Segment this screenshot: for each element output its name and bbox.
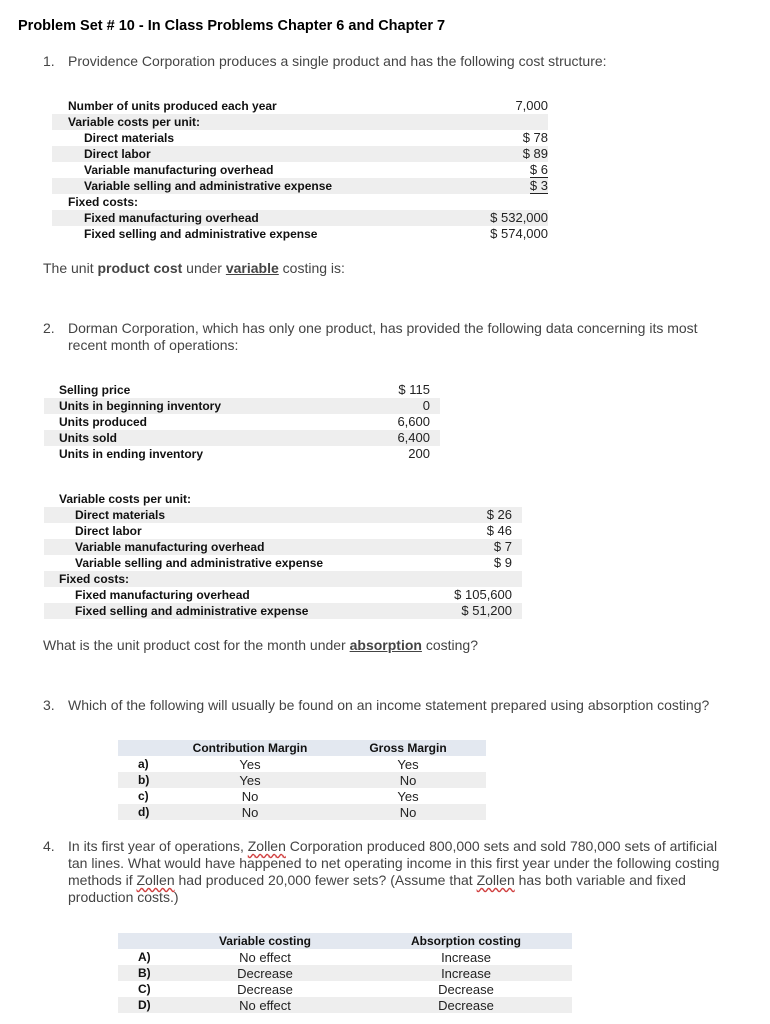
- q4-text-line1: In its first year of operations, Zollen Corporation produced 800,000 sets and sold 780,000 sets of artificial: [68, 838, 718, 854]
- q4-number: 4.: [43, 838, 55, 854]
- q4-cell: Decrease: [438, 982, 494, 997]
- q3-header-gross-margin: Gross Margin: [369, 741, 447, 755]
- q3-option-label: b): [138, 773, 150, 787]
- q2-row-label: Units sold: [59, 431, 118, 445]
- q2-row-value: $ 26: [486, 507, 512, 522]
- q2-row-value: 6,600: [397, 414, 430, 429]
- q4-option-label: A): [138, 950, 151, 964]
- q2-row-value: $ 46: [486, 523, 512, 538]
- q1-row-label: Number of units produced each year: [68, 99, 277, 113]
- q1-text: Providence Corporation produces a single product and has the following cost structure:: [68, 53, 607, 69]
- q1-row-value: $ 532,000: [490, 210, 548, 225]
- q3-header-contribution-margin: Contribution Margin: [192, 741, 308, 755]
- q2-row-label: Variable selling and administrative expense: [75, 556, 324, 570]
- q3-option-label: d): [138, 805, 150, 819]
- q4-option-label: B): [138, 966, 151, 980]
- q4-text-line4: production costs.): [68, 889, 179, 905]
- q2-question: What is the unit product cost for the month under absorption costing?: [43, 637, 478, 653]
- q2-row-value: $ 115: [398, 382, 430, 397]
- q1-row-label: Direct labor: [84, 147, 151, 161]
- q2-row-value: $ 7: [493, 539, 512, 554]
- q4-header-variable-costing: Variable costing: [218, 934, 312, 948]
- q3-cell: Yes: [397, 789, 419, 804]
- q2-row-label: Variable costs per unit:: [59, 492, 192, 506]
- q3-cell: No: [241, 805, 259, 820]
- q4-option-label: D): [138, 998, 151, 1012]
- q1-row-label: Fixed costs:: [68, 195, 139, 209]
- q2-row-value: $ 105,600: [454, 587, 512, 602]
- q1-row-value: $ 574,000: [490, 226, 548, 241]
- q4-cell: Decrease: [438, 998, 494, 1013]
- q4-header-absorption-costing: Absorption costing: [411, 934, 521, 948]
- q3-cell: Yes: [239, 773, 261, 788]
- q1-row-label: Fixed selling and administrative expense: [84, 227, 318, 241]
- q4-cell: No effect: [239, 950, 291, 965]
- q3-cell: Yes: [397, 757, 419, 772]
- q1-row-value: $ 89: [522, 146, 548, 161]
- q3-option-label: a): [138, 757, 149, 771]
- q2-row-label: Direct labor: [75, 524, 142, 538]
- q2-row-label: Units in beginning inventory: [59, 399, 221, 413]
- q4-text-line3: methods if Zollen had produced 20,000 fewer sets? (Assume that Zollen has both variable and fixed: [68, 872, 686, 888]
- q3-option-label: c): [138, 789, 149, 803]
- q3-cell: No: [241, 789, 259, 804]
- q4-text-line2: tan lines. What would have happened to net operating income in this first year under the following costing: [68, 855, 720, 871]
- q1-row-label: Direct materials: [84, 131, 175, 145]
- q3-cell: No: [399, 805, 417, 820]
- q3-text: Which of the following will usually be found on an income statement prepared using absorption costing?: [68, 697, 710, 713]
- q1-question: The unit product cost under variable costing is:: [43, 260, 345, 276]
- q4-cell: Decrease: [237, 982, 293, 997]
- q4-cell: Decrease: [237, 966, 293, 981]
- q1-number: 1.: [43, 53, 55, 69]
- q4-cell: Increase: [441, 950, 491, 965]
- q4-cell: Increase: [441, 966, 491, 981]
- q2-text-line2: recent month of operations:: [68, 337, 239, 353]
- q2-row-label: Selling price: [59, 383, 131, 397]
- q2-row-label: Fixed costs:: [59, 572, 130, 586]
- q1-row-value: $ 78: [522, 130, 548, 145]
- q2-row-label: Fixed manufacturing overhead: [75, 588, 250, 602]
- q2-row-label: Fixed selling and administrative expense: [75, 604, 309, 618]
- q2-row-label: Direct materials: [75, 508, 166, 522]
- q1-row-value: $ 3: [529, 178, 548, 193]
- q2-row-value: $ 51,200: [461, 603, 512, 618]
- q1-row-label: Fixed manufacturing overhead: [84, 211, 259, 225]
- q2-text-line1: Dorman Corporation, which has only one product, has provided the following data concerning its most: [68, 320, 698, 336]
- q2-row-value: 0: [422, 398, 430, 413]
- q1-row-label: Variable costs per unit:: [68, 115, 201, 129]
- q2-row-label: Variable manufacturing overhead: [75, 540, 265, 554]
- q2-row-value: $ 9: [493, 555, 512, 570]
- q1-row-value: 7,000: [515, 98, 548, 113]
- q1-row-label: Variable manufacturing overhead: [84, 163, 274, 177]
- q3-cell: No: [399, 773, 417, 788]
- q2-number: 2.: [43, 320, 55, 336]
- q2-row-value: 6,400: [397, 430, 430, 445]
- q2-row-label: Units in ending inventory: [59, 447, 204, 461]
- q4-option-label: C): [138, 982, 151, 996]
- q3-number: 3.: [43, 697, 55, 713]
- q4-cell: No effect: [239, 998, 291, 1013]
- q2-row-value: 200: [408, 446, 430, 461]
- page-title: Problem Set # 10 - In Class Problems Chapter 6 and Chapter 7: [18, 18, 446, 34]
- q2-row-label: Units produced: [59, 415, 148, 429]
- q1-row-label: Variable selling and administrative expense: [84, 179, 333, 193]
- q3-cell: Yes: [239, 757, 261, 772]
- q1-row-value: $ 6: [529, 162, 548, 177]
